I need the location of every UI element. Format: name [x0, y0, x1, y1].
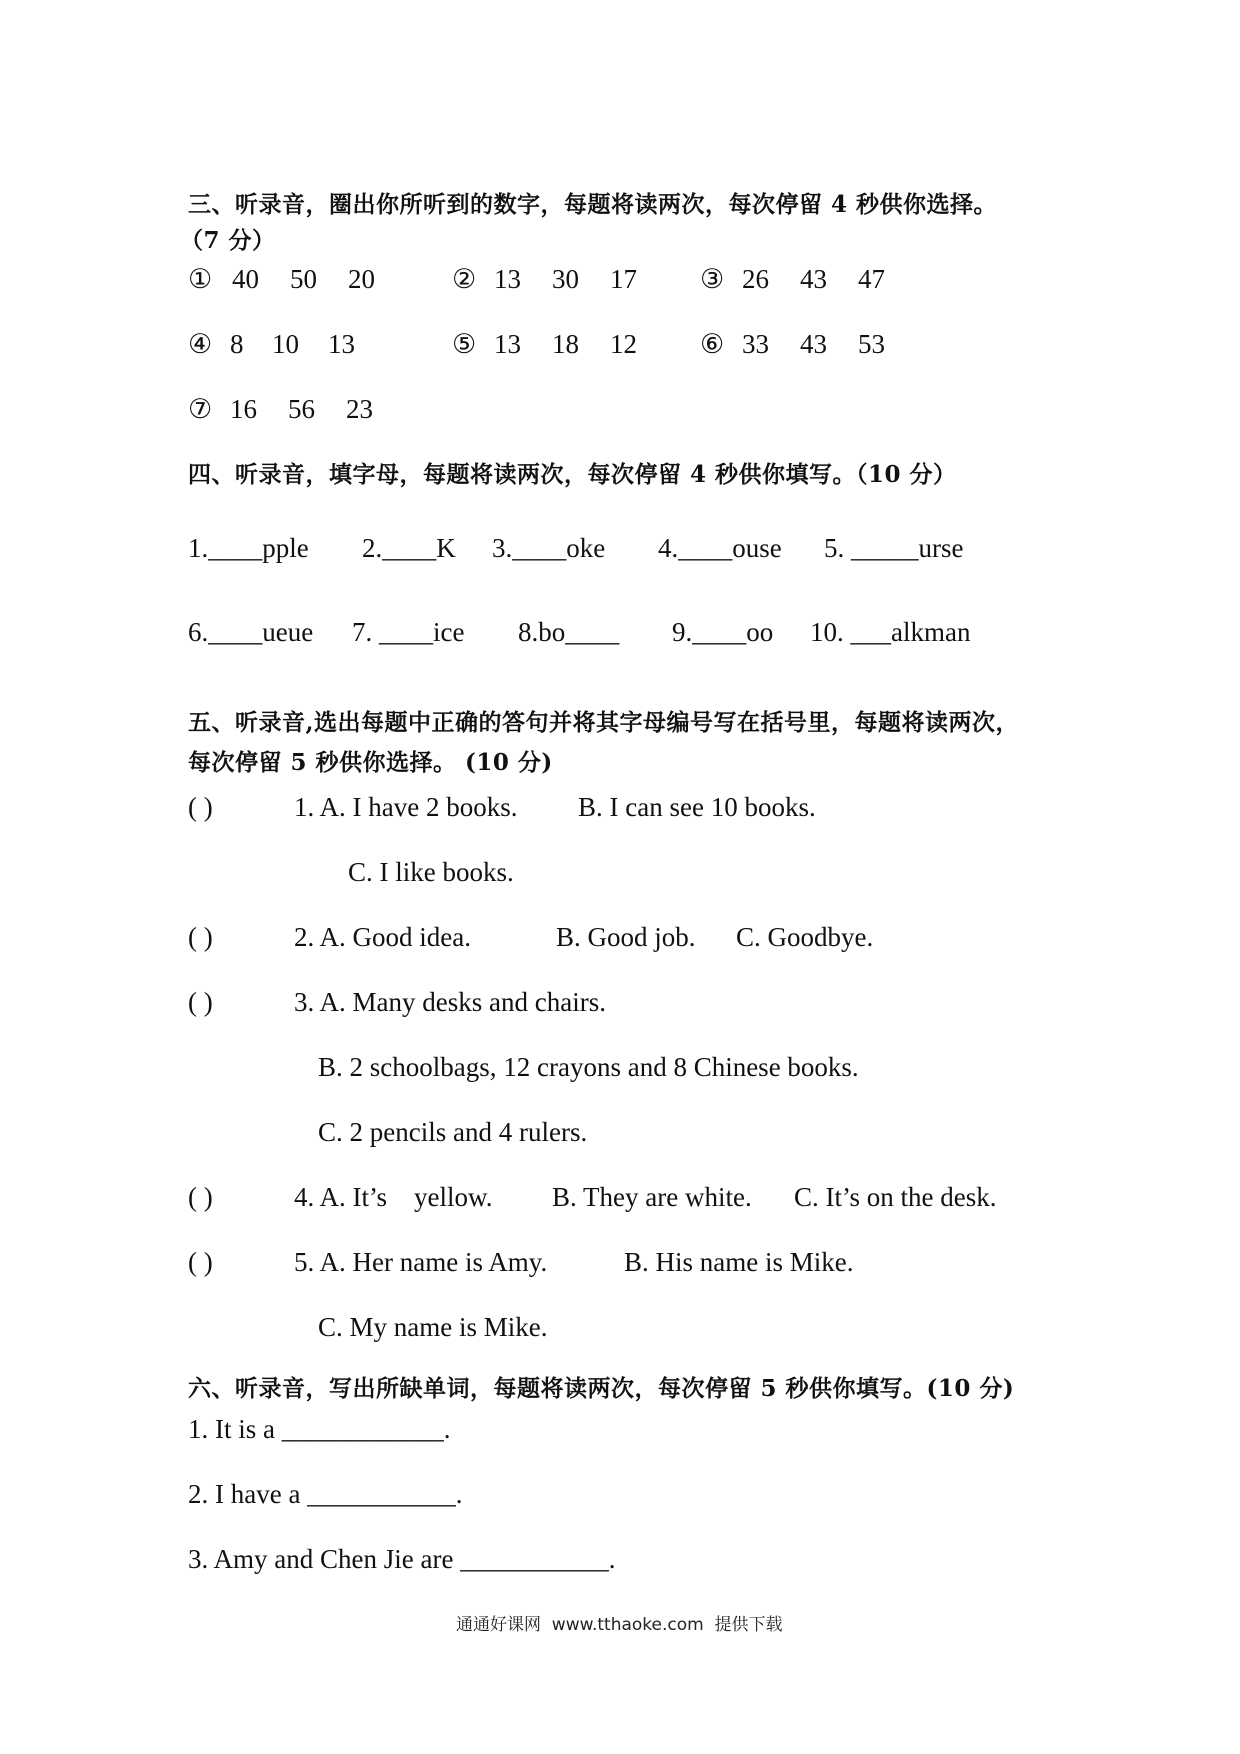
fill-letter-1: 1.____pple [188, 533, 309, 563]
number-item-2 [452, 264, 637, 295]
section5-heading-line2: 每次停留 5 秒供你选择。 (10 分) [188, 749, 553, 776]
number-option: 30 [552, 264, 579, 294]
q2-option-b: B. Good job. [556, 922, 696, 952]
q2-option-c: C. Goodbye. [736, 922, 874, 952]
number-option: 18 [552, 329, 579, 359]
number-item-6 [700, 329, 885, 360]
q5-option-a: 5. A. Her name is Amy. [294, 1247, 548, 1277]
fill-letter-4: 4.____ouse [658, 533, 782, 563]
q4-option-b: B. They are white. [552, 1182, 752, 1212]
item-marker: ⑦ [188, 394, 213, 424]
fill-word-line-1: 1. It is a ____________. [188, 1414, 451, 1444]
answer-bracket-2: ( ) [188, 922, 213, 952]
q5-option-c: C. My name is Mike. [318, 1312, 548, 1342]
number-item-7 [188, 394, 373, 425]
number-item-4 [188, 329, 355, 360]
q5-option-b: B. His name is Mike. [624, 1247, 854, 1277]
number-option: 53 [858, 329, 885, 359]
q4-option-a: 4. A. It’s yellow. [294, 1182, 493, 1212]
footer-download-credit: 通通好课网 www.tthaoke.com 提供下载 [456, 1615, 783, 1635]
fill-letter-8: 8.bo____ [518, 617, 620, 647]
q1-option-a: 1. A. I have 2 books. [294, 792, 518, 822]
number-option: 40 [232, 264, 259, 294]
q1-option-b: B. I can see 10 books. [578, 792, 816, 822]
answer-bracket-3: ( ) [188, 987, 213, 1017]
q3-option-c: C. 2 pencils and 4 rulers. [318, 1117, 588, 1147]
q3-option-b: B. 2 schoolbags, 12 crayons and 8 Chinese books. [318, 1052, 859, 1082]
number-option: 12 [610, 329, 637, 359]
number-option: 33 [742, 329, 769, 359]
number-option: 13 [328, 329, 355, 359]
number-option: 10 [272, 329, 299, 359]
number-item-3 [700, 264, 885, 295]
item-marker: ③ [700, 264, 725, 294]
number-option: 13 [494, 264, 521, 294]
fill-letter-5: 5. _____urse [824, 533, 964, 563]
fill-word-line-2: 2. I have a ___________. [188, 1479, 463, 1509]
answer-bracket-1: ( ) [188, 792, 213, 822]
section6-heading: 六、听录音，写出所缺单词，每题将读两次，每次停留 5 秒供你填写。(10 分) [188, 1375, 1015, 1402]
number-option: 50 [290, 264, 317, 294]
number-option: 26 [742, 264, 769, 294]
item-marker: ⑥ [700, 329, 725, 359]
fill-letter-7: 7. ____ice [352, 617, 465, 647]
number-option: 17 [610, 264, 637, 294]
number-option: 43 [800, 329, 827, 359]
answer-bracket-4: ( ) [188, 1182, 213, 1212]
number-option: 16 [230, 394, 257, 424]
number-option: 13 [494, 329, 521, 359]
number-item-5 [452, 329, 637, 360]
q1-option-c: C. I like books. [348, 857, 514, 887]
fill-letter-9: 9.____oo [672, 617, 774, 647]
number-option: 8 [230, 329, 244, 359]
q2-option-a: 2. A. Good idea. [294, 922, 471, 952]
answer-bracket-5: ( ) [188, 1247, 213, 1277]
section3-heading-line2: （7 分） [180, 227, 276, 254]
fill-letter-3: 3.____oke [492, 533, 606, 563]
section4-heading: 四、听录音，填字母，每题将读两次，每次停留 4 秒供你填写。（10 分） [188, 461, 957, 488]
section5-heading-line1: 五、听录音,选出每题中正确的答句并将其字母编号写在括号里，每题将读两次， [188, 709, 1020, 736]
q4-option-c: C. It’s on the desk. [794, 1182, 997, 1212]
section3-heading-line1: 三、听录音，圈出你所听到的数字，每题将读两次，每次停留 4 秒供你选择。 [188, 191, 998, 218]
fill-letter-10: 10. ___alkman [810, 617, 971, 647]
fill-letter-2: 2.____K [362, 533, 456, 563]
number-option: 20 [348, 264, 375, 294]
number-option: 56 [288, 394, 315, 424]
item-marker: ② [452, 264, 477, 294]
fill-letter-6: 6.____ueue [188, 617, 314, 647]
fill-word-line-3: 3. Amy and Chen Jie are ___________. [188, 1544, 616, 1574]
item-marker: ④ [188, 329, 213, 359]
number-option: 43 [800, 264, 827, 294]
item-marker: ① [188, 264, 213, 294]
q3-option-a: 3. A. Many desks and chairs. [294, 987, 606, 1017]
number-option: 23 [346, 394, 373, 424]
number-item-1 [188, 264, 375, 295]
number-option: 47 [858, 264, 885, 294]
item-marker: ⑤ [452, 329, 477, 359]
